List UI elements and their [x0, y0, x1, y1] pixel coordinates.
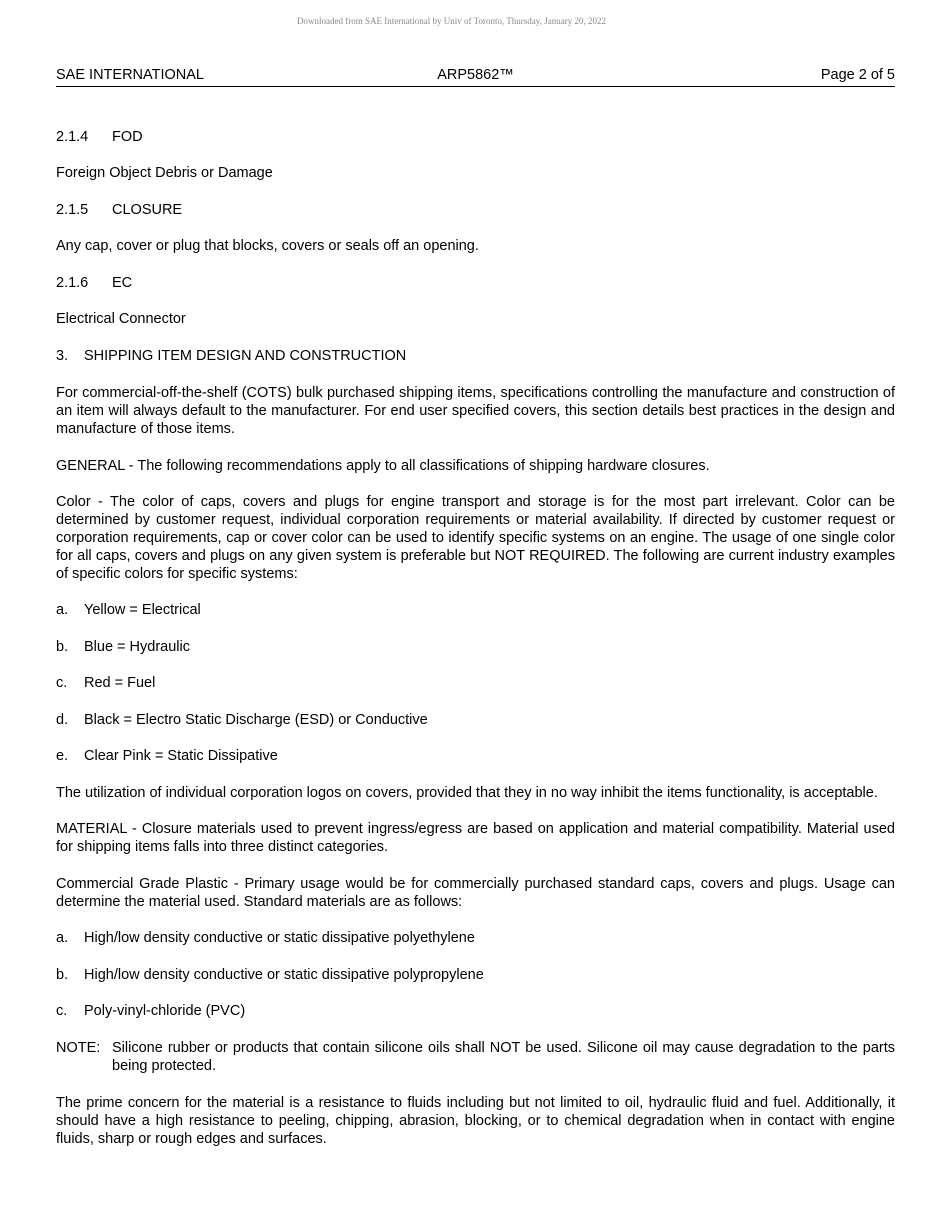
section-heading-closure: [56, 201, 895, 219]
download-watermark: Downloaded from SAE International by Univ of Toronto, Thursday, January 20, 2022: [297, 16, 606, 26]
section-heading-ec: [56, 274, 895, 292]
list-item: b. High/low density conductive or static dissipative polypropylene: [56, 967, 484, 983]
document-body: [56, 128, 895, 1148]
header-org: SAE INTERNATIONAL: [56, 67, 204, 83]
list-item: b. Blue = Hydraulic: [56, 639, 190, 655]
list-item: c. Poly-vinyl-chloride (PVC): [56, 1003, 246, 1019]
section-number: 2.1.5: [56, 202, 89, 218]
section-title: SHIPPING ITEM DESIGN AND CONSTRUCTION: [84, 348, 407, 364]
section-number: 2.1.6: [56, 275, 89, 291]
paragraph-color: Color - The color of caps, covers and plugs for engine transport and storage is for the most part irrelevant. Color can be determined by customer request, individual corporation requirements or material availability. If directed by customer request or corporation requirements, cap or cover color can be used to identify specific systems on an engine. The usage of one single color for all caps, covers and plugs on any given system is preferable but NOT REQUIRED. The following are current industry examples of specific colors for specific systems:: [56, 494, 895, 582]
section-number: 3.: [56, 348, 69, 364]
definition-ec: Electrical Connector: [56, 311, 186, 327]
note-block: [56, 1039, 895, 1075]
header-page-number: Page 2 of 5: [820, 67, 895, 83]
section-number: 2.1.4: [56, 129, 89, 145]
note-label: NOTE:: [56, 1040, 101, 1056]
list-item: e. Clear Pink = Static Dissipative: [56, 748, 278, 764]
list-item: a. High/low density conductive or static dissipative polyethylene: [56, 930, 475, 946]
note-text: Silicone rubber or products that contain silicone oils shall NOT be used. Silicone oil may cause degradation to the parts being protected.: [112, 1040, 895, 1074]
paragraph-plastic: Commercial Grade Plastic - Primary usage would be for commercially purchased standard caps, covers and plugs. Usage can determine the material used. Standard materials are as follows:: [56, 876, 895, 910]
definition-fod: Foreign Object Debris or Damage: [56, 165, 273, 181]
header-doc-id: ARP5862™: [437, 67, 514, 83]
list-item: d. Black = Electro Static Discharge (ESD) or Conductive: [56, 712, 428, 728]
paragraph-logos: The utilization of individual corporation logos on covers, provided that they in no way inhibit the items functionality, is acceptable.: [56, 785, 878, 801]
section-heading-fod: [56, 128, 895, 146]
section-title: FOD: [112, 129, 143, 145]
section-heading-3: [56, 347, 895, 365]
section-title: EC: [112, 275, 133, 291]
page-header: [56, 66, 895, 87]
paragraph-cots: For commercial-off-the-shelf (COTS) bulk purchased shipping items, specifications controlling the manufacture and construction of an item will always default to the manufacturer. For end user specified covers, this section details best practices in the design and manufacture of those items.: [56, 385, 895, 437]
paragraph-general: GENERAL - The following recommendations apply to all classifications of shipping hardware closures.: [56, 458, 710, 474]
list-item: a. Yellow = Electrical: [56, 602, 201, 618]
list-item: c. Red = Fuel: [56, 675, 156, 691]
definition-closure: Any cap, cover or plug that blocks, covers or seals off an opening.: [56, 238, 479, 254]
paragraph-material: MATERIAL - Closure materials used to prevent ingress/egress are based on application and material compatibility. Material used for shipping items falls into three distinct categories.: [56, 821, 895, 855]
section-title: CLOSURE: [112, 202, 183, 218]
paragraph-prime-concern: The prime concern for the material is a resistance to fluids including but not limited to oil, hydraulic fluid and fuel. Additionally, it should have a high resistance to peeling, chipping, abrasion, blocking, or to chemical degradation when in contact with engine fluids, sharp or rough edges and surfaces.: [56, 1095, 895, 1147]
